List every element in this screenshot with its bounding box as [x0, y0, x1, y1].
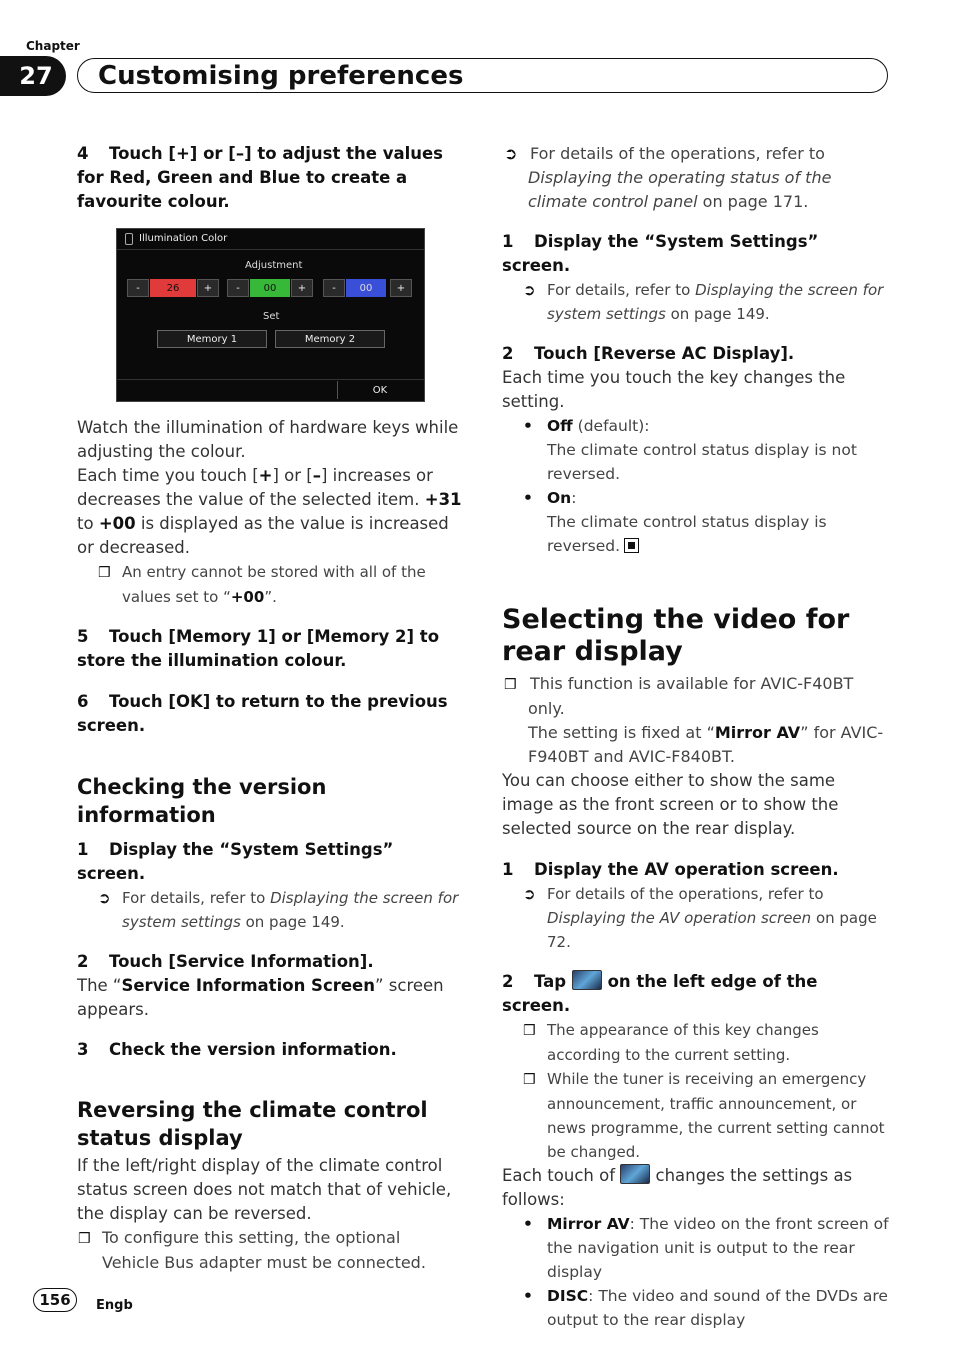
- illumination-color-screenshot: [116, 228, 425, 402]
- version-step-3: 3 Check the version information.: [77, 1040, 397, 1059]
- green-minus-button: -: [227, 279, 249, 297]
- video-step-1-note: ➲ For details of the operations, refer to Displaying the AV operation screen on page 72.: [502, 882, 890, 954]
- red-minus-button: -: [127, 279, 149, 297]
- arrow-icon: ➲: [504, 144, 518, 163]
- bullet-on-desc: The climate control status display is reversed.: [547, 513, 827, 555]
- green-value: 00: [250, 279, 290, 297]
- left-column: [77, 142, 462, 214]
- para-service-info: The “Service Information Screen” screen appears.: [77, 976, 444, 1019]
- ok-button: OK: [337, 381, 422, 399]
- memory-2-button: Memory 2: [275, 330, 385, 348]
- note-video-fixed: The setting is fixed at “Mirror AV” for AVIC-F940BT and AVIC-F840BT.: [528, 723, 884, 766]
- chapter-number: 27: [0, 56, 66, 96]
- bullet-disc: • DISC: The video and sound of the DVDs are output to the rear display: [523, 1287, 888, 1329]
- video-step-2-note-2: ❒ While the tuner is receiving an emergency announcement, traffic announcement, or news programme, the current setting cannot be changed.: [523, 1070, 885, 1161]
- para-video-choose: You can choose either to show the same image as the front screen or to show the selected source on the rear display.: [502, 771, 839, 838]
- end-mark-icon: [624, 538, 639, 553]
- para-reverse-setting: Each time you touch the key changes the setting.: [502, 368, 846, 411]
- bullet-off-desc: The climate control status display is not reversed.: [547, 441, 857, 483]
- video-step-2: 2 Tap on the left edge of the screen.: [502, 972, 818, 1015]
- heading-video-rear: Selecting the video for rear display: [502, 604, 850, 667]
- memory-1-button: Memory 1: [157, 330, 267, 348]
- language-code: Engb: [96, 1298, 133, 1313]
- note-box-icon: ❒: [523, 1072, 536, 1088]
- right-column: [502, 142, 890, 1332]
- version-step-1: 1 Display the “System Settings” screen.: [77, 840, 394, 883]
- screen-title: Illumination Color: [139, 233, 228, 244]
- note-box-icon: ❒: [523, 1023, 536, 1039]
- blue-plus-button: +: [390, 279, 412, 297]
- note-box-icon: ❒: [98, 565, 111, 581]
- step-4: 4 Touch [+] or [–] to adjust the values for Red, Green and Blue to create a favourite colour.: [77, 144, 444, 211]
- chapter-title: Customising preferences: [98, 61, 464, 91]
- note-box-icon: ❒: [504, 677, 517, 693]
- green-plus-button: +: [291, 279, 313, 297]
- note-video-availability: ❒ This function is available for AVIC-F40BT only.: [504, 674, 854, 718]
- note-climate-details: ➲ For details of the operations, refer to Displaying the operating status of the climate control panel on page 171.: [504, 144, 832, 211]
- red-value: 26: [150, 279, 196, 297]
- blue-minus-button: -: [323, 279, 345, 297]
- climate-step-1-note: ➲ For details, refer to Displaying the screen for system settings on page 149.: [502, 278, 890, 326]
- adjustment-label: Adjustment: [245, 260, 303, 271]
- screen-titlebar: [117, 229, 424, 250]
- bullet-off: • Off (default):: [523, 417, 650, 435]
- video-step-2-note-1: ❒ The appearance of this key changes according to the current setting.: [523, 1021, 819, 1064]
- climate-step-2: 2 Touch [Reverse AC Display].: [502, 344, 795, 363]
- screen-back-icon: [125, 233, 133, 245]
- note-vehicle-bus: ❒ To configure this setting, the optional Vehicle Bus adapter must be connected.: [78, 1228, 426, 1272]
- para-each-touch: Each time you touch [+] or [–] increases or decreases the value of the selected item. +31 to +00 is displayed as the value is increased or decreased.: [77, 466, 462, 557]
- version-note-1: ➲ For details, refer to Displaying the screen for system settings on page 149.: [77, 886, 462, 934]
- arrow-icon: ➲: [98, 889, 111, 907]
- chapter-label: Chapter: [26, 39, 80, 53]
- heading-version: Checking the version information: [77, 775, 327, 827]
- para-reverse: If the left/right display of the climate control status screen does not match that of vehicle, the display can be reversed.: [77, 1156, 452, 1223]
- arrow-icon: ➲: [523, 281, 536, 299]
- set-label: Set: [263, 311, 280, 322]
- step-6: 6 Touch [OK] to return to the previous screen.: [77, 692, 448, 735]
- video-step-1: 1 Display the AV operation screen.: [502, 860, 839, 879]
- rear-display-key-icon: [572, 970, 602, 990]
- note-entry: ❒ An entry cannot be stored with all of the values set to “+00”.: [98, 563, 426, 606]
- left-column-body: [77, 416, 462, 1275]
- step-5: 5 Touch [Memory 1] or [Memory 2] to store the illumination colour.: [77, 627, 440, 670]
- bullet-on: • On:: [523, 489, 577, 507]
- heading-reverse: Reversing the climate control status display: [77, 1098, 428, 1150]
- version-step-2: 2 Touch [Service Information].: [77, 952, 374, 971]
- climate-step-1: 1 Display the “System Settings” screen.: [502, 232, 819, 275]
- note-box-icon: ❒: [78, 1231, 91, 1247]
- para-each-touch-video: Each touch of changes the settings as follows:: [502, 1166, 853, 1209]
- bullet-mirror-av: • Mirror AV: The video on the front screen of the navigation unit is output to the rear display: [523, 1215, 889, 1281]
- rear-display-key-icon: [620, 1164, 650, 1184]
- para-watch: Watch the illumination of hardware keys while adjusting the colour.: [77, 418, 459, 461]
- blue-value: 00: [346, 279, 386, 297]
- arrow-icon: ➲: [523, 885, 536, 903]
- red-plus-button: +: [197, 279, 219, 297]
- page-number: 156: [33, 1288, 77, 1312]
- screen-divider: [117, 379, 424, 380]
